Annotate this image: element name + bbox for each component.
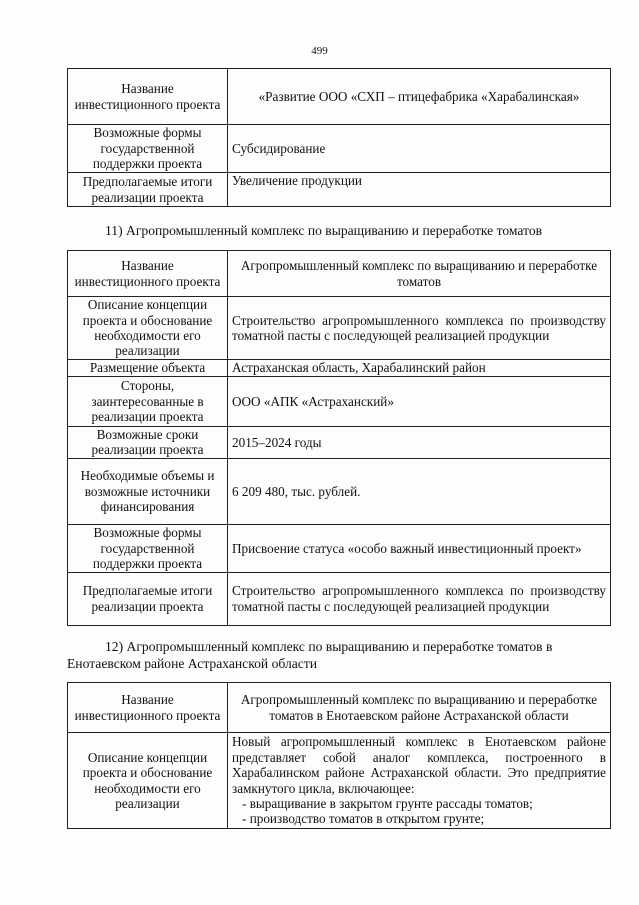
- table-row: [68, 683, 611, 733]
- row-label: Описание концепции проекта и обоснование необходимости его реализации: [68, 297, 228, 360]
- table-row: [68, 427, 611, 459]
- table-row: [68, 125, 611, 173]
- row-label: Предполагаемые итоги реализации проекта: [68, 173, 228, 207]
- table-row: [68, 733, 611, 829]
- row-value: 2015–2024 годы: [228, 427, 611, 459]
- section-heading-12: 12) Агропромышленный комплекс по выращиванию и переработке томатов в Енотаевском районе Астраханской области: [67, 639, 553, 671]
- table-row: [68, 360, 611, 377]
- table-row: [68, 572, 611, 625]
- row-value: Строительство агропромышленного комплекса по производству томатной пасты с последующей реализацией продукции: [228, 297, 611, 360]
- row-value: Субсидирование: [228, 125, 611, 173]
- table-row: [68, 251, 611, 297]
- row-label: Возможные формы государственной поддержки проекта: [68, 524, 228, 572]
- row-value: Астраханская область, Харабалинский район: [228, 360, 611, 377]
- row-label: Предполагаемые итоги реализации проекта: [68, 572, 228, 625]
- list-item: - производство томатов в открытом грунте;: [242, 811, 485, 827]
- table-row: [68, 524, 611, 572]
- project-table-2: [67, 250, 611, 626]
- page-number: 499: [311, 45, 328, 57]
- row-value: Присвоение статуса «особо важный инвестиционный проект»: [228, 524, 611, 572]
- row-value: Строительство агропромышленного комплекса по производству томатной пасты с последующей реализацией продукции: [228, 572, 611, 625]
- section-heading-11: 11) Агропромышленный комплекс по выращиванию и переработке томатов: [105, 223, 543, 238]
- project-table-3: [67, 682, 611, 829]
- row-value: Новый агропромышленный комплекс в Енотаевском районе представляет собой аналог комплекса, построенного в Харабалинском районе Астраханской области. Это предприятие замкнутого цикла, включающее:: [232, 734, 606, 796]
- row-value: 6 209 480, тыс. рублей.: [228, 458, 611, 524]
- row-value: Агропромышленный комплекс по выращиванию и переработке томатов в Енотаевском районе Астраханской области: [228, 683, 611, 733]
- table-row: [68, 458, 611, 524]
- table-row: [68, 377, 611, 427]
- row-label: Необходимые объемы и возможные источники финансирования: [68, 458, 228, 524]
- table-row: [68, 297, 611, 360]
- row-label: Размещение объекта: [68, 360, 228, 377]
- table-row: [68, 173, 611, 207]
- row-label: Стороны, заинтересованные в реализации проекта: [68, 377, 228, 427]
- row-value: «Развитие ООО «СХП – птицефабрика «Харабалинская»: [228, 69, 611, 125]
- row-label: Возможные сроки реализации проекта: [68, 427, 228, 459]
- list-item: - выращивание в закрытом грунте рассады томатов;: [242, 795, 533, 811]
- project-table-1: [67, 68, 611, 207]
- row-label: Название инвестиционного проекта: [68, 251, 228, 297]
- row-value-block: [228, 733, 611, 829]
- row-value: Увеличение продукции: [228, 173, 611, 207]
- row-label: Название инвестиционного проекта: [68, 69, 228, 125]
- table-row: [68, 69, 611, 125]
- row-label: Возможные формы государственной поддержки проекта: [68, 125, 228, 173]
- row-label: Название инвестиционного проекта: [68, 683, 228, 733]
- row-value: ООО «АПК «Астраханский»: [228, 377, 611, 427]
- row-value: Агропромышленный комплекс по выращиванию и переработке томатов: [228, 251, 611, 297]
- row-label: Описание концепции проекта и обоснование необходимости его реализации: [68, 733, 228, 829]
